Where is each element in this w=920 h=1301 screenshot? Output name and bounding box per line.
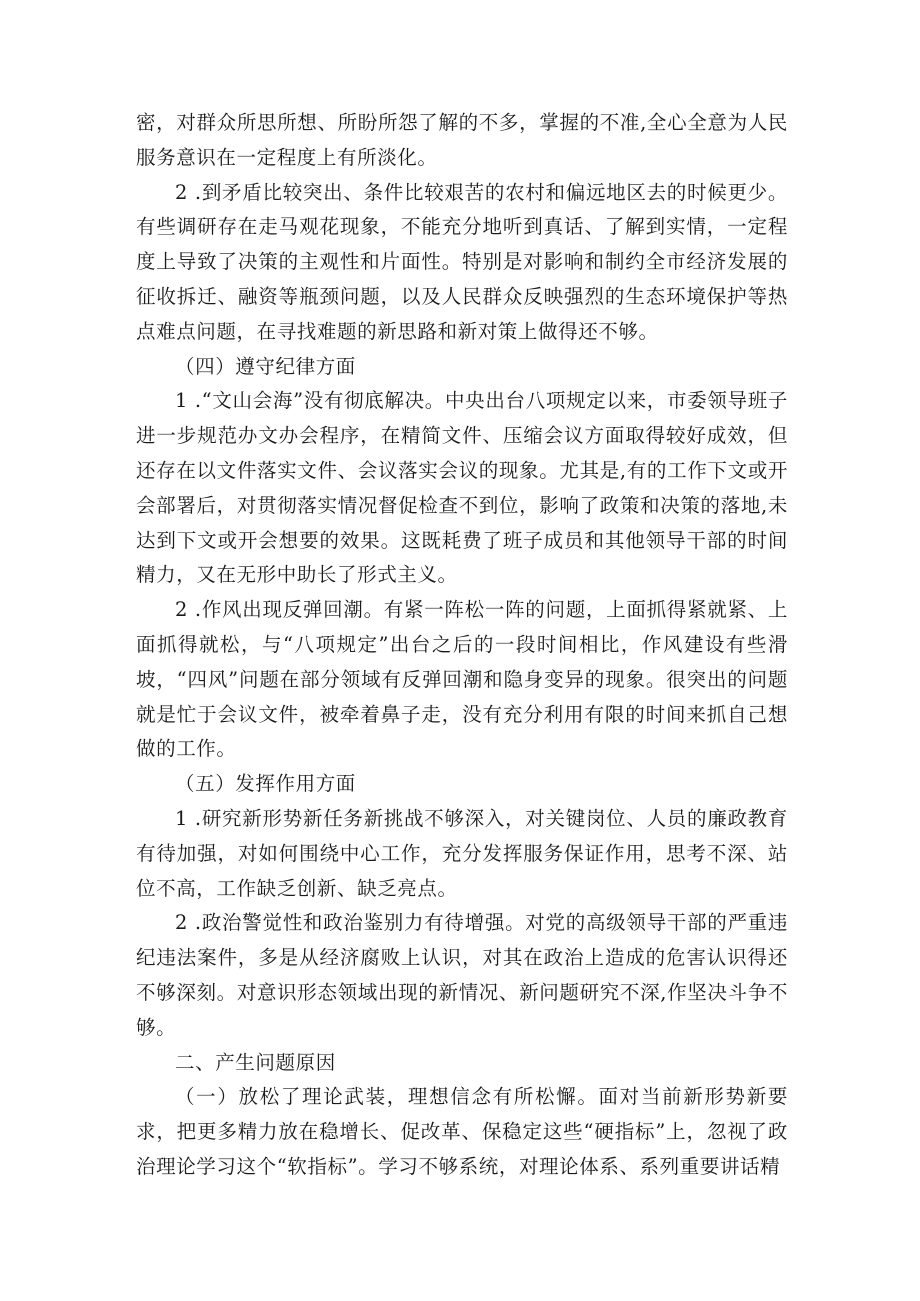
paragraph-continuation: 密，对群众所思所想、所盼所怨了解的不多，掌握的不准,全心全意为人民服务意识在一定程度上有所淡化。: [136, 111, 788, 169]
document-body: [136, 106, 788, 1185]
paragraph-item-2-field-visits: 2 .到矛盾比较突出、条件比较艰苦的农村和偏远地区去的时候更少。有些调研存在走马观花现象，不能充分地听到真话、了解到实情，一定程度上导致了决策的主观性和片面性。特别是对影响和制约全市经济发展的征收拆迁、融资等瓶颈问题，以及人民群众反映强烈的生态环境保护等热点难点问题，在寻找难题的新思路和新对策上做得还不够。: [136, 180, 788, 343]
paragraph-item-1-meetings: 1 .“文山会海”没有彻底解决。中央出台八项规定以来，市委领导班子进一步规范办文办会程序，在精简文件、压缩会议方面取得较好成效，但还存在以文件落实文件、会议落实会议的现象。尤其是,有的工作下文或开会部署后，对贯彻落实情况督促检查不到位，影响了政策和决策的落地,未达到下文或开会想要的效果。这既耗费了班子成员和其他领导干部的时间精力，又在无形中助长了形式主义。: [136, 389, 788, 587]
paragraph-item-2-work-style: 2 .作风出现反弹回潮。有紧一阵松一阵的问题，上面抓得紧就紧、上面抓得就松，与“八项规定”出台之后的一段时间相比，作风建设有些滑坡，“四风”问题在部分领域有反弹回潮和隐身变异的现象。很突出的问题就是忙于会议文件，被牵着鼻子走，没有充分利用有限的时间来抓自己想做的工作。: [136, 598, 788, 761]
paragraph-item-1-research: 1 .研究新形势新任务新挑战不够深入，对关键岗位、人员的廉政教育有待加强，对如何围绕中心工作，充分发挥服务保证作用，思考不深、站位不高，工作缺乏创新、缺乏亮点。: [136, 806, 788, 900]
section-heading-discipline: （四）遵守纪律方面: [175, 354, 356, 378]
section-heading-role: （五）发挥作用方面: [175, 772, 356, 796]
paragraph-cause-1-theory: （一）放松了理论武装，理想信念有所松懈。面对当前新形势新要求，把更多精力放在稳增长、促改革、保稳定这些“硬指标”上，忽视了政治理论学习这个“软指标”。学习不够系统，对理论体系、系列重要讲话精: [136, 1085, 788, 1178]
paragraph-item-2-political-vigilance: 2 .政治警觉性和政治鉴别力有待增强。对党的高级领导干部的严重违纪违法案件，多是从经济腐败上认识，对其在政治上造成的危害认识得还不够深刻。对意识形态领域出现的新情况、新问题研究不深,作坚决斗争不够。: [136, 911, 788, 1039]
section-heading-causes: 二、产生问题原因: [175, 1050, 336, 1074]
